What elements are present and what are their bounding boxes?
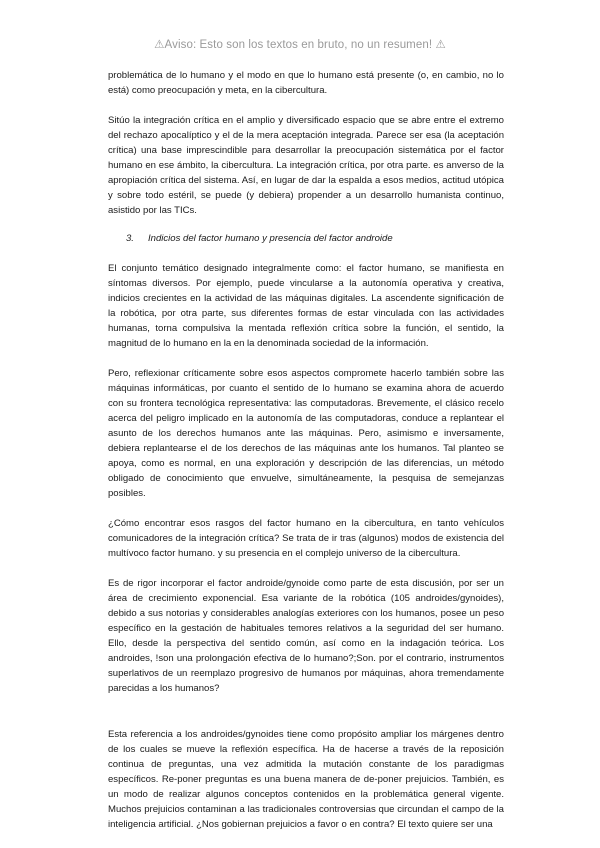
paragraph-critical-integration: Sitúo la integración crítica en el amplio y diversificado espacio que se abre entre el extremo del rechazo apocalíptico y el de la mera aceptación integrada. Parece ser esa (la aceptación crítica) una base imprescindible para desarrollar la preocupación sistemática por el factor humano en ese ámbito, la cibercultura. La integración crítica, por otra parte. es anverso de la apropiación crítica del sistema. Así, en lugar de dar la espalda a esos medios, actitud utópica y sobre todo estéril, se puede (y debiera) propender a un desarrollo humanista continuo, asistido por las TICs. xyxy=(108,115,504,216)
raw-text-warning-notice: ⚠Aviso: Esto son los textos en bruto, no un resumen! ⚠ xyxy=(154,39,446,51)
paragraph-intro-continuation: problemática de lo humano y el modo en que lo humano está presente (o, en cambio, no lo está) como preocupación y meta, en la cibercultura. xyxy=(108,70,504,96)
paragraph-thematic-set: El conjunto temático designado integralmente como: el factor humano, se manifiesta en síntomas diversos. Por ejemplo, puede vincularse a la autonomía operativa y creativa, indicios crecientes en la actividad de las máquinas digitales. La ascendente significación de la robótica, por otra parte, sus diferentes formas de estar vinculada con las actividades humanas, torna compulsiva la mentada reflexión crítica sobre la función, el sentido, la magnitud de lo humano en la en la denominada sociedad de la información. xyxy=(108,263,504,349)
paragraph-how-to-find: ¿Cómo encontrar esos rasgos del factor humano en la cibercultura, en tanto vehículos comunicadores de la integración crítica? Se trata de ir tras (algunos) modos de existencia del multívoco factor humano. y su presencia en el complejo universo de la cibercultura. xyxy=(108,518,504,559)
paragraph-reflect-critically: Pero, reflexionar críticamente sobre esos aspectos compromete hacerlo también sobre las máquinas informáticas, por cuanto el sentido de lo humano se examina ahora de acuerdo con su frontera tecnológica representativa: las computadoras. Brevemente, el clásico recelo acerca del peligro implicado en la autonomía de las computadoras, conduce a replantear el asunto de los derechos humanos ante las máquinas. Pero, asimismo e inversamente, debiera replantearse el de los derechos de las máquinas ante los humanos. Tal planteo se apoya, como es normal, en una exploración y descripción de las diferencias, un método obligado de conocimiento que envuelve, simultáneamente, la pesquisa de semejanzas posibles. xyxy=(108,368,504,499)
section-heading xyxy=(108,231,504,246)
paragraph-android-reference: Esta referencia a los androides/gynoides tiene como propósito ampliar los márgenes dentro de los cuales se mueve la reflexión específica. Ha de hacerse a través de la reposición continua de preguntas, una vez admitida la mutación constante de los paradigmas específicos. Re-poner preguntas es una buena manera de de-poner prejuicios. También, es un modo de realizar algunos conceptos contenidos en la problemática general vigente. Muchos prejuicios contaminan a las tradicionales controversias que circundan el campo de la inteligencia artificial. ¿Nos gobiernan prejuicios a favor o en contra? El texto quiere ser una xyxy=(108,729,504,830)
paragraph-android-factor: Es de rigor incorporar el factor androide/gynoide como parte de esta discusión, por ser un área de crecimiento exponencial. Esa variante de la robótica (105 androides/gynoides), debido a sus notorias y considerables analogías exteriores con los humanos, posee un peso específico en la gestación de habituales temores relativos a la seguridad del ser humano. Ello, desde la perspectiva del sentido común, así como en la indagación teórica. Los androides, !son una prolongación efectiva de lo humano?;Son. por el contrario, instrumentos superlativos de un reemplazo progresivo de humanos por máquinas, ahora tremendamente parecidas a los humanos? xyxy=(108,578,504,694)
section-title: Indicios del factor humano y presencia del factor androide xyxy=(148,233,393,244)
section-number: 3. xyxy=(126,233,134,244)
document-body xyxy=(108,68,504,832)
